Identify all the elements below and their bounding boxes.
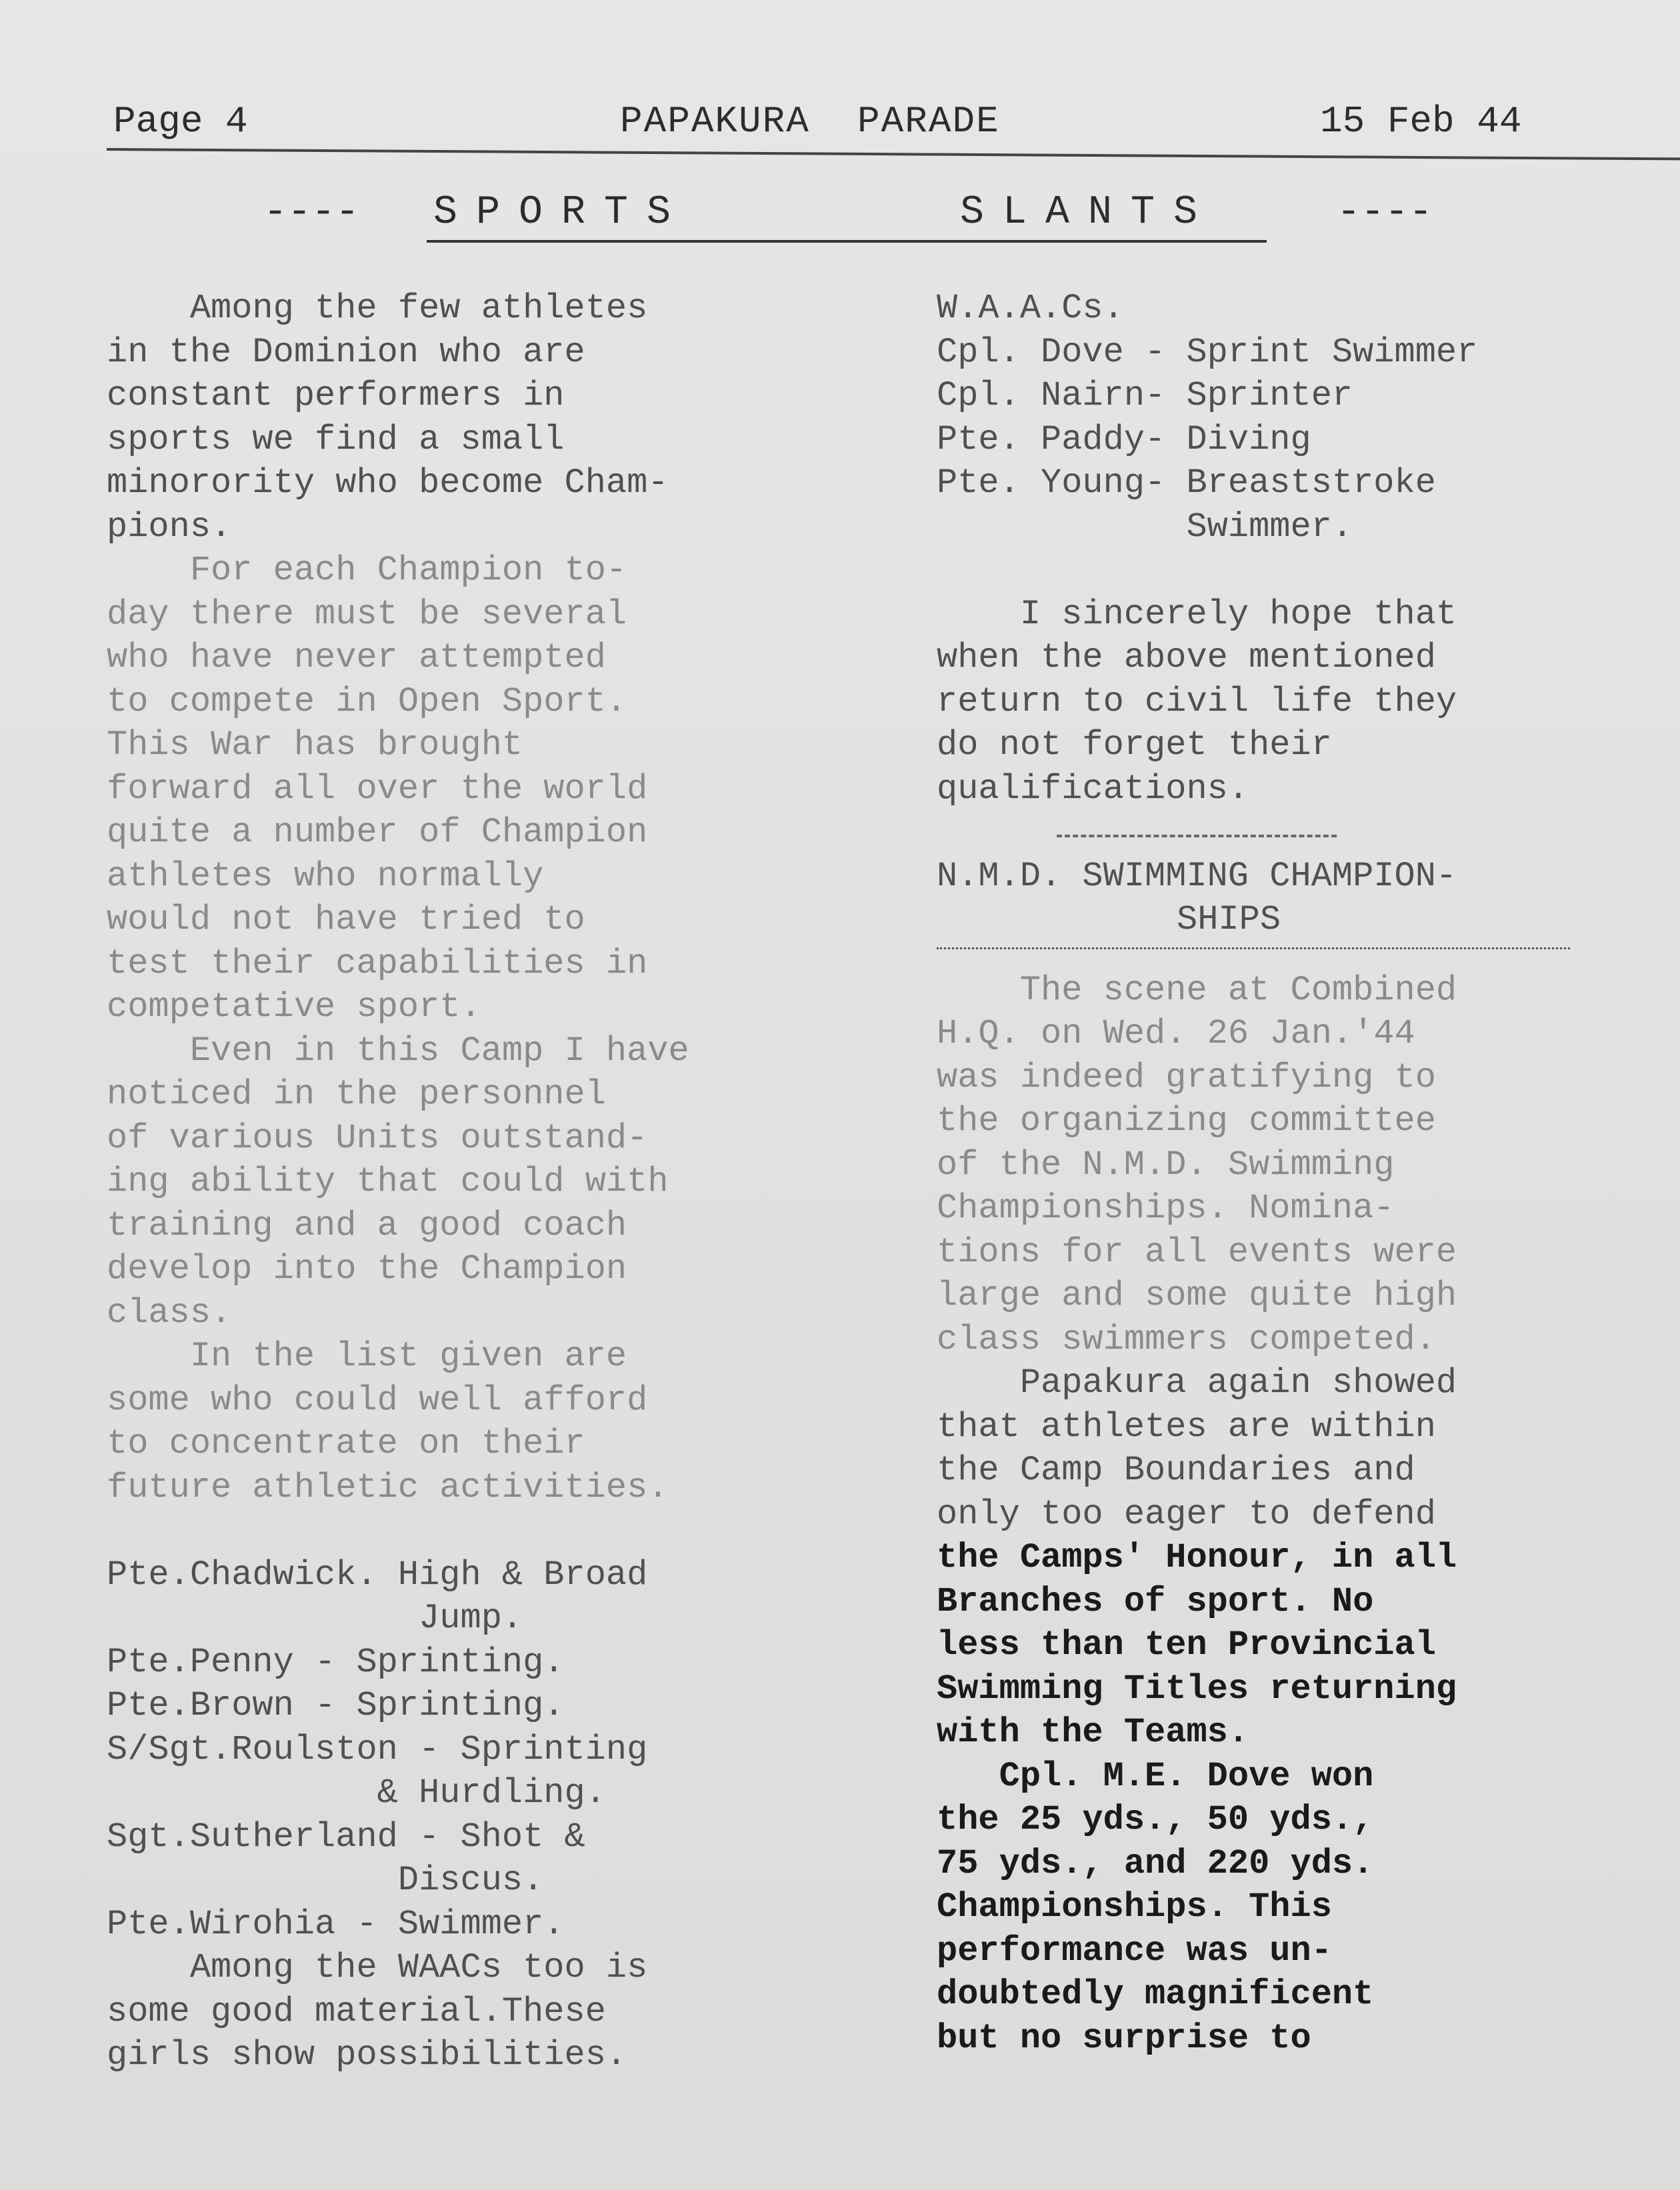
text-line: competative sport. [107,987,481,1027]
text-line: Swimming Titles returning [937,1669,1457,1709]
text-line: Sgt.Sutherland - Shot & [107,1817,585,1857]
text-line: girls show possibilities. [107,2035,627,2075]
text-line: Discus. [107,1861,544,1900]
text-line: quite a number of Champion [107,813,648,852]
section-heading-line1: N.M.D. SWIMMING CHAMPION- [937,856,1457,896]
text-line: Swimmer. [937,507,1353,547]
text-line: constant performers in [107,376,565,415]
text-line: some good material.These [107,1991,606,2031]
text-line: W.A.A.Cs. [937,289,1124,328]
text-line: sports we find a small [107,419,565,459]
section-separator [937,811,1657,855]
swimming-article-block [937,969,1657,2061]
text-line: I sincerely hope that [937,594,1457,634]
text-line: forward all over the world [107,769,648,809]
text-line: training and a good coach [107,1205,627,1245]
headline-right-dashes: ---- [1337,190,1433,235]
text-line: Pte.Wirohia - Swimmer. [107,1904,565,1944]
text-line: the 25 yds., 50 yds., [937,1800,1374,1839]
text-line: Championships. Nomina- [937,1189,1395,1228]
headline-left-dashes: ---- [263,190,360,235]
text-line: athletes who normally [107,856,544,896]
text-line: less than ten Provincial [937,1625,1436,1665]
text-line [937,549,1657,593]
text-line: Pte.Penny - Sprinting. [107,1642,565,1682]
text-line: Pte. Paddy- Diving [937,419,1311,459]
text-line: S/Sgt.Roulston - Sprinting [107,1729,648,1769]
text-line: Papakura again showed [937,1363,1457,1403]
page-number: Page 4 [113,100,248,143]
text-line: Branches of sport. No [937,1581,1374,1621]
text-line: only too eager to defend [937,1494,1436,1534]
text-line: Pte.Brown - Sprinting. [107,1686,565,1725]
text-line: Championships. This [937,1887,1332,1927]
text-line: that athletes are within [937,1407,1436,1447]
text-line [107,1509,853,1553]
text-line: Cpl. Dove - Sprint Swimmer [937,332,1478,372]
waacs-list-block [937,287,1657,811]
text-line: with the Teams. [937,1713,1249,1752]
text-line: some who could well afford [107,1380,648,1420]
text-line: pions. [107,507,232,547]
text-line: performance was un- [937,1931,1332,1971]
headline-word-slants: SLANTS [960,190,1217,235]
text-line: Among the few athletes [107,289,648,328]
text-line: future athletic activities. [107,1467,669,1507]
text-line: For each Champion to- [107,551,627,590]
text-line: & Hurdling. [107,1773,606,1813]
text-line: Among the WAACs too is [107,1948,648,1987]
text-line: to concentrate on their [107,1424,585,1463]
text-line: of various Units outstand- [107,1118,648,1158]
text-line: Even in this Camp I have [107,1031,689,1071]
text-line: return to civil life they [937,681,1457,721]
text-line: In the list given are [107,1337,627,1376]
text-line: Jump. [107,1599,523,1638]
text-line: the organizing committee [937,1101,1436,1141]
text-line: but no surprise to [937,2018,1311,2058]
text-line: develop into the Champion [107,1249,627,1289]
text-line: class swimmers competed. [937,1319,1436,1359]
section-heading-underline [937,942,1657,969]
text-line: qualifications. [937,769,1249,809]
headline-underline [427,240,1267,243]
text-line: was indeed gratifying to [937,1057,1436,1097]
text-line: Cpl. M.E. Dove won [937,1756,1374,1796]
text-line: in the Dominion who are [107,332,585,372]
text-line: 75 yds., and 220 yds. [937,1843,1374,1883]
issue-date: 15 Feb 44 [1320,100,1522,143]
text-line: The scene at Combined [937,970,1457,1010]
text-line: Pte. Young- Breaststroke [937,463,1436,503]
text-line: test their capabilities in [107,943,648,983]
text-line: minorority who become Cham- [107,463,669,503]
text-line: would not have tried to [107,900,585,939]
text-line: noticed in the personnel [107,1075,606,1114]
text-line: who have never attempted [107,638,606,677]
text-line: of the N.M.D. Swimming [937,1145,1395,1185]
section-heading-line2: SHIPS [1177,900,1281,939]
text-line: to compete in Open Sport. [107,681,627,721]
text-line: This War has brought [107,725,523,765]
right-column [937,287,1657,2060]
text-line: large and some quite high [937,1276,1457,1315]
text-line: day there must be several [107,594,627,634]
text-line: the Camp Boundaries and [937,1451,1415,1490]
left-column [107,287,853,2077]
publication-title: PAPAKURA PARADE [620,100,1000,143]
text-line: when the above mentioned [937,638,1436,677]
text-line: H.Q. on Wed. 26 Jan.'44 [937,1014,1415,1053]
text-line: the Camps' Honour, in all [937,1538,1457,1577]
text-line: doubtedly magnificent [937,1975,1374,2014]
text-line: class. [107,1293,232,1333]
text-line: tions for all events were [937,1232,1457,1272]
text-line: ing ability that could with [107,1162,669,1201]
text-line: Pte.Chadwick. High & Broad [107,1555,648,1595]
text-line: do not forget their [937,725,1332,765]
headline-word-sports: SPORTS [433,190,690,235]
text-line: Cpl. Nairn- Sprinter [937,376,1353,415]
